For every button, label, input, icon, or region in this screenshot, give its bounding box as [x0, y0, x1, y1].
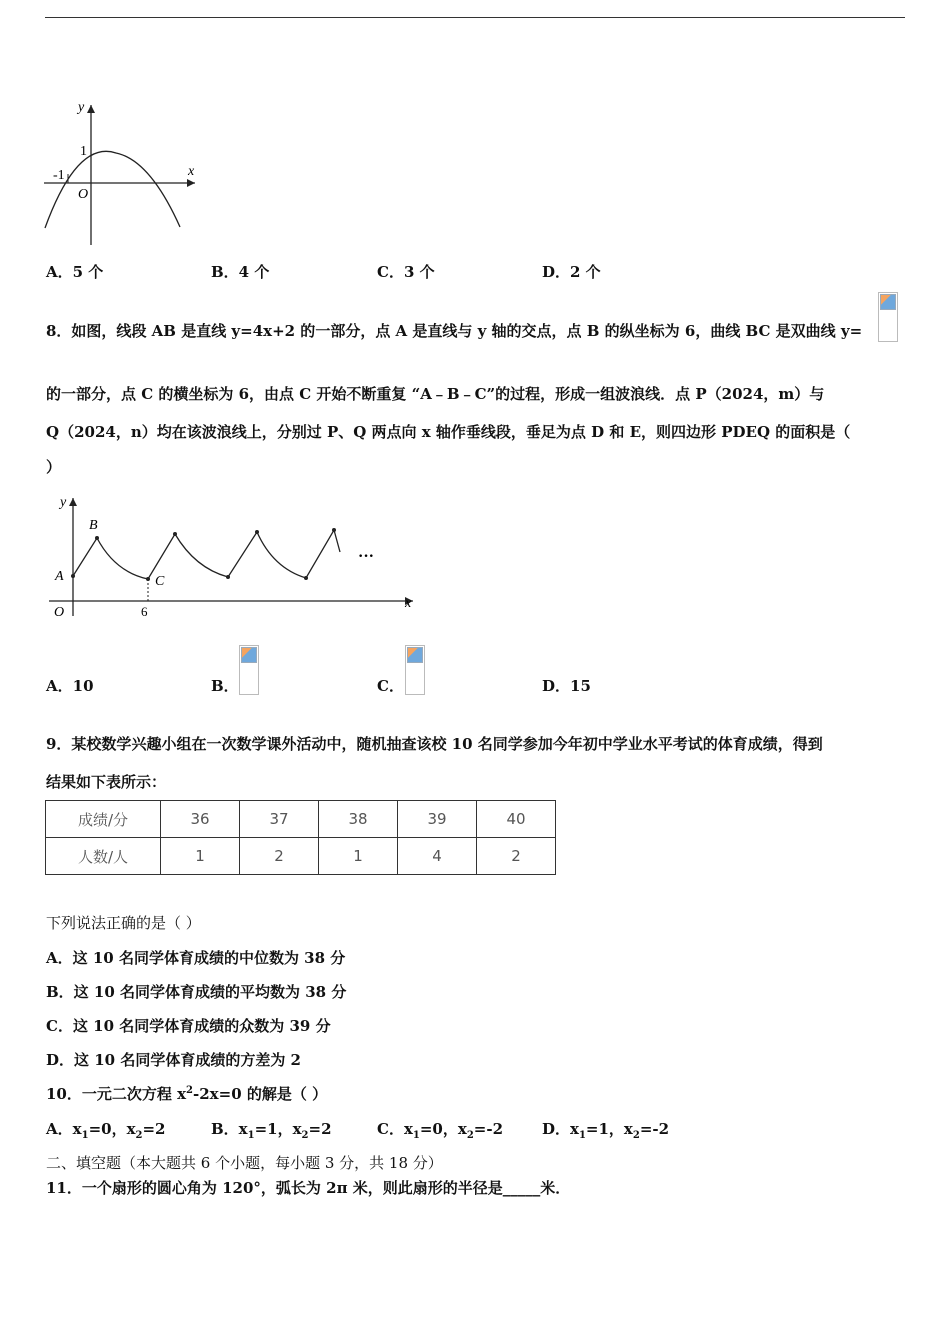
table-header-cell: 成绩/分: [46, 801, 161, 838]
table-cell: 4: [398, 838, 477, 875]
table-cell: 1: [161, 838, 240, 875]
q8-option-a: A．10: [46, 677, 94, 695]
table-cell: 36: [161, 801, 240, 838]
q9-text-line1: 9．某校数学兴趣小组在一次数学课外活动中，随机抽查该校 10 名同学参加今年初中学业水平考试的体育成绩，得到: [46, 735, 823, 753]
q11-question: 11．一个扇形的圆心角为 120°，弧长为 2π 米，则此扇形的半径是_____米．: [46, 1179, 571, 1197]
table-cell: 1: [319, 838, 398, 875]
q7-option-b: B．4 个: [211, 263, 270, 281]
q8-option-d: D．15: [542, 677, 591, 695]
q7-option-c: C．3 个: [377, 263, 435, 281]
q9-option-b: B．这 10 名同学体育成绩的平均数为 38 分: [46, 983, 347, 1001]
table-row: [46, 838, 556, 875]
q7-option-a: A．5 个: [46, 263, 104, 281]
q7-label-one: 1: [80, 144, 87, 159]
q8-label-six: 6: [141, 604, 148, 619]
q7-option-d: D．2 个: [542, 263, 601, 281]
q8-text-line4: ）: [46, 458, 62, 476]
q8-text-line2: 的一部分，点 C 的横坐标为 6，由点 C 开始不断重复 “A﹣B﹣C”的过程，形成一组波浪线．点 P（2024，m）与: [46, 385, 825, 403]
q7-parabola-curve: [45, 151, 180, 228]
q8-label-a: A: [55, 569, 64, 584]
q8-text-line1: 8．如图，线段 AB 是直线 y=4x+2 的一部分，点 A 是直线与 y 轴的交点，点 B 的纵坐标为 6，曲线 BC 是双曲线 y=: [46, 322, 863, 340]
table-cell: 38: [319, 801, 398, 838]
table-cell: 39: [398, 801, 477, 838]
table-cell: 2: [240, 838, 319, 875]
q8-option-c: C．: [377, 677, 404, 695]
q9-option-a: A．这 10 名同学体育成绩的中位数为 38 分: [46, 949, 346, 967]
q10-option-a: A．$x_1=0$，$x_2=2$: [46, 1120, 166, 1141]
table-cell: 2: [477, 838, 556, 875]
q7-parabola-graph: [40, 95, 205, 250]
q8-text-line3: Q（2024，n）均在该波浪线上，分别过 P、Q 两点向 x 轴作垂线段，垂足为点 D 和 E，则四边形 PDEQ 的面积是（: [46, 423, 851, 441]
q8-option-b: B．: [211, 677, 239, 695]
q8-label-dots: ···: [358, 548, 375, 565]
table-row: [46, 801, 556, 838]
broken-image-icon: [405, 645, 425, 695]
q10-option-d: D．$x_1=1$，$x_2=-2$: [542, 1120, 670, 1141]
table-cell: 37: [240, 801, 319, 838]
header-rule: [45, 17, 905, 18]
broken-image-icon: [878, 292, 898, 342]
table-header-cell: 人数/人: [46, 838, 161, 875]
q9-score-table: [45, 800, 556, 875]
q8-wave-graph: [45, 488, 420, 628]
q8-label-b: B: [89, 518, 98, 533]
table-cell: 40: [477, 801, 556, 838]
q7-label-x: x: [188, 164, 195, 179]
q8-label-origin: O: [54, 605, 65, 620]
q7-label-origin: O: [78, 187, 89, 202]
q9-text-line2: 结果如下表所示：: [46, 773, 167, 791]
q8-label-c: C: [155, 574, 165, 589]
q8-label-x: x: [405, 596, 412, 611]
q7-label-y: y: [78, 100, 85, 115]
q9-option-d: D．这 10 名同学体育成绩的方差为 2: [46, 1051, 301, 1069]
q8-label-y: y: [60, 495, 67, 510]
section-title: 二、填空题（本大题共 6 个小题，每小题 3 分，共 18 分）: [46, 1154, 443, 1172]
q9-prompt: 下列说法正确的是（ ）: [46, 914, 201, 932]
q10-option-b: B．$x_1=1$，$x_2=2$: [211, 1120, 332, 1141]
q10-option-c: C．$x_1=0$，$x_2=-2$: [377, 1120, 504, 1141]
q8-wave-line: [73, 530, 340, 579]
q7-label-neg-one: -1: [53, 168, 65, 183]
q10-question: 10．一元二次方程 $x^2-2x=0$ 的解是（ ）: [46, 1085, 328, 1103]
q9-option-c: C．这 10 名同学体育成绩的众数为 39 分: [46, 1017, 331, 1035]
broken-image-icon: [239, 645, 259, 695]
